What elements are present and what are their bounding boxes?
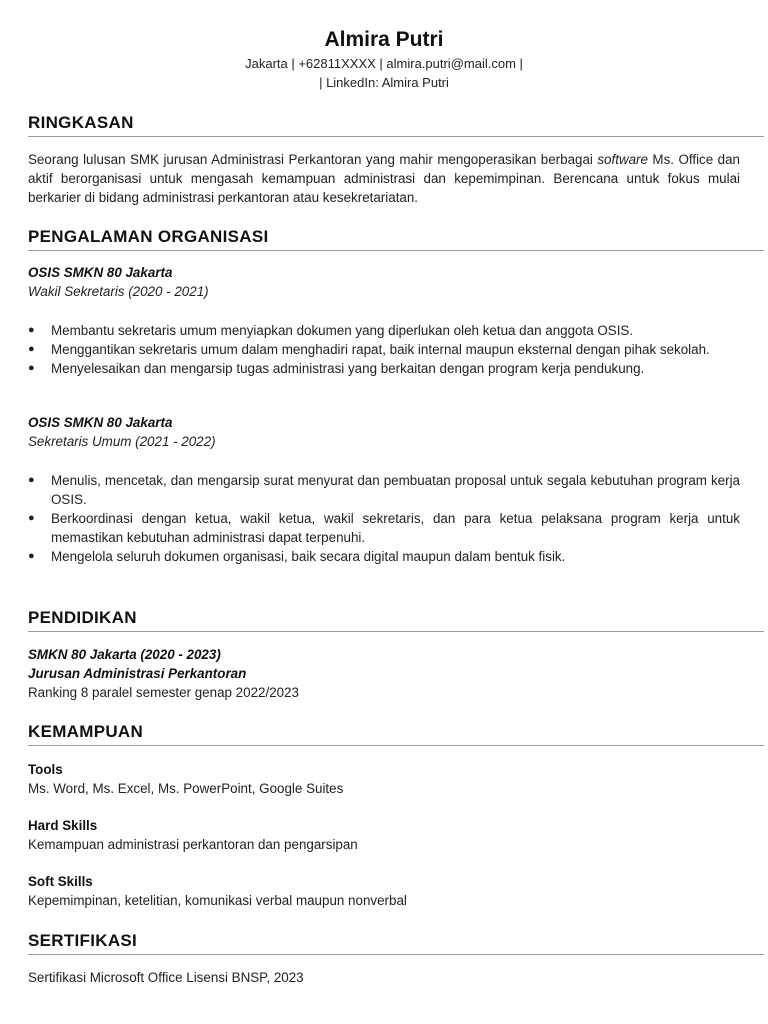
section-title-pengalaman: PENGALAMAN ORGANISASI bbox=[28, 227, 269, 246]
section-divider bbox=[28, 631, 764, 632]
bullet-item: ● Berkoordinasi dengan ketua, wakil ketua, wakil sekretaris, dan para ketua pelaksana program kerja untuk memastikan kebutuhan administrasi dapat terpenuhi. bbox=[28, 511, 740, 545]
summary-text-1: Seorang lulusan SMK jurusan Administrasi Perkantoran yang mahir mengoperasikan berbagai bbox=[28, 152, 598, 167]
section-divider bbox=[28, 250, 764, 251]
section-title-pendidikan: PENDIDIKAN bbox=[28, 608, 137, 627]
experience-role: Wakil Sekretaris (2020 - 2021) bbox=[28, 284, 209, 299]
section-divider bbox=[28, 954, 764, 955]
skill-group-label: Soft Skills bbox=[28, 874, 93, 889]
section-title-sertifikasi: SERTIFIKASI bbox=[28, 931, 138, 950]
bullet-dot-icon: ● bbox=[28, 474, 35, 486]
summary-paragraph bbox=[28, 150, 740, 207]
section-divider bbox=[28, 136, 764, 137]
bullet-dot-icon: ● bbox=[28, 343, 35, 355]
candidate-name: Almira Putri bbox=[324, 28, 444, 51]
section-title-kemampuan: KEMAMPUAN bbox=[28, 722, 144, 741]
section-divider bbox=[28, 745, 764, 746]
skill-group-label: Hard Skills bbox=[28, 818, 98, 833]
bullet-dot-icon: ● bbox=[28, 550, 35, 562]
contact-line-2: | LinkedIn: Almira Putri bbox=[319, 75, 449, 90]
education-note: Ranking 8 paralel semester genap 2022/2023 bbox=[28, 685, 299, 700]
skill-group-value: Ms. Word, Ms. Excel, Ms. PowerPoint, Google Suites bbox=[28, 781, 344, 796]
experience-org: OSIS SMKN 80 Jakarta bbox=[28, 415, 173, 430]
bullet-item: ● Menyelesaikan dan mengarsip tugas administrasi yang berkaitan dengan program kerja pendukung. bbox=[28, 361, 645, 376]
contact-line-1: Jakarta | +62811XXXX | almira.putri@mail.com | bbox=[245, 56, 523, 71]
experience-bullets bbox=[28, 321, 740, 378]
bullet-dot-icon: ● bbox=[28, 362, 35, 374]
certification-item: Sertifikasi Microsoft Office Lisensi BNSP, 2023 bbox=[28, 970, 304, 985]
skill-group-label: Tools bbox=[28, 762, 63, 777]
experience-role: Sekretaris Umum (2021 - 2022) bbox=[28, 434, 216, 449]
bullet-dot-icon: ● bbox=[28, 324, 35, 336]
education-school: SMKN 80 Jakarta (2020 - 2023) bbox=[28, 647, 221, 662]
bullet-item: ● Menggantikan sekretaris umum dalam menghadiri rapat, baik internal maupun eksternal dengan pihak sekolah. bbox=[28, 342, 710, 357]
experience-bullets bbox=[28, 471, 740, 566]
education-major: Jurusan Administrasi Perkantoran bbox=[28, 666, 247, 681]
experience-org: OSIS SMKN 80 Jakarta bbox=[28, 265, 173, 280]
skill-group-value: Kepemimpinan, ketelitian, komunikasi verbal maupun nonverbal bbox=[28, 893, 407, 908]
summary-text-2: Ms. Office dan aktif berorganisasi untuk mengasah kemampuan administrasi dan kepemimpinan. Berencana untuk fokus mulai berkarier di bidang administrasi perkantoran atau kesekretariatan. bbox=[28, 152, 740, 205]
bullet-item: ● Mengelola seluruh dokumen organisasi, baik secara digital maupun dalam bentuk fisik. bbox=[28, 549, 566, 564]
summary-text-emphasis: software bbox=[597, 152, 648, 167]
bullet-item: ● Membantu sekretaris umum menyiapkan dokumen yang diperlukan oleh ketua dan anggota OSIS. bbox=[28, 323, 634, 338]
skill-group-value: Kemampuan administrasi perkantoran dan pengarsipan bbox=[28, 837, 358, 852]
bullet-item: ● Menulis, mencetak, dan mengarsip surat menyurat dan pembuatan proposal untuk segala kebutuhan program kerja OSIS. bbox=[28, 473, 740, 507]
section-title-ringkasan: RINGKASAN bbox=[28, 113, 134, 132]
bullet-dot-icon: ● bbox=[28, 512, 35, 524]
